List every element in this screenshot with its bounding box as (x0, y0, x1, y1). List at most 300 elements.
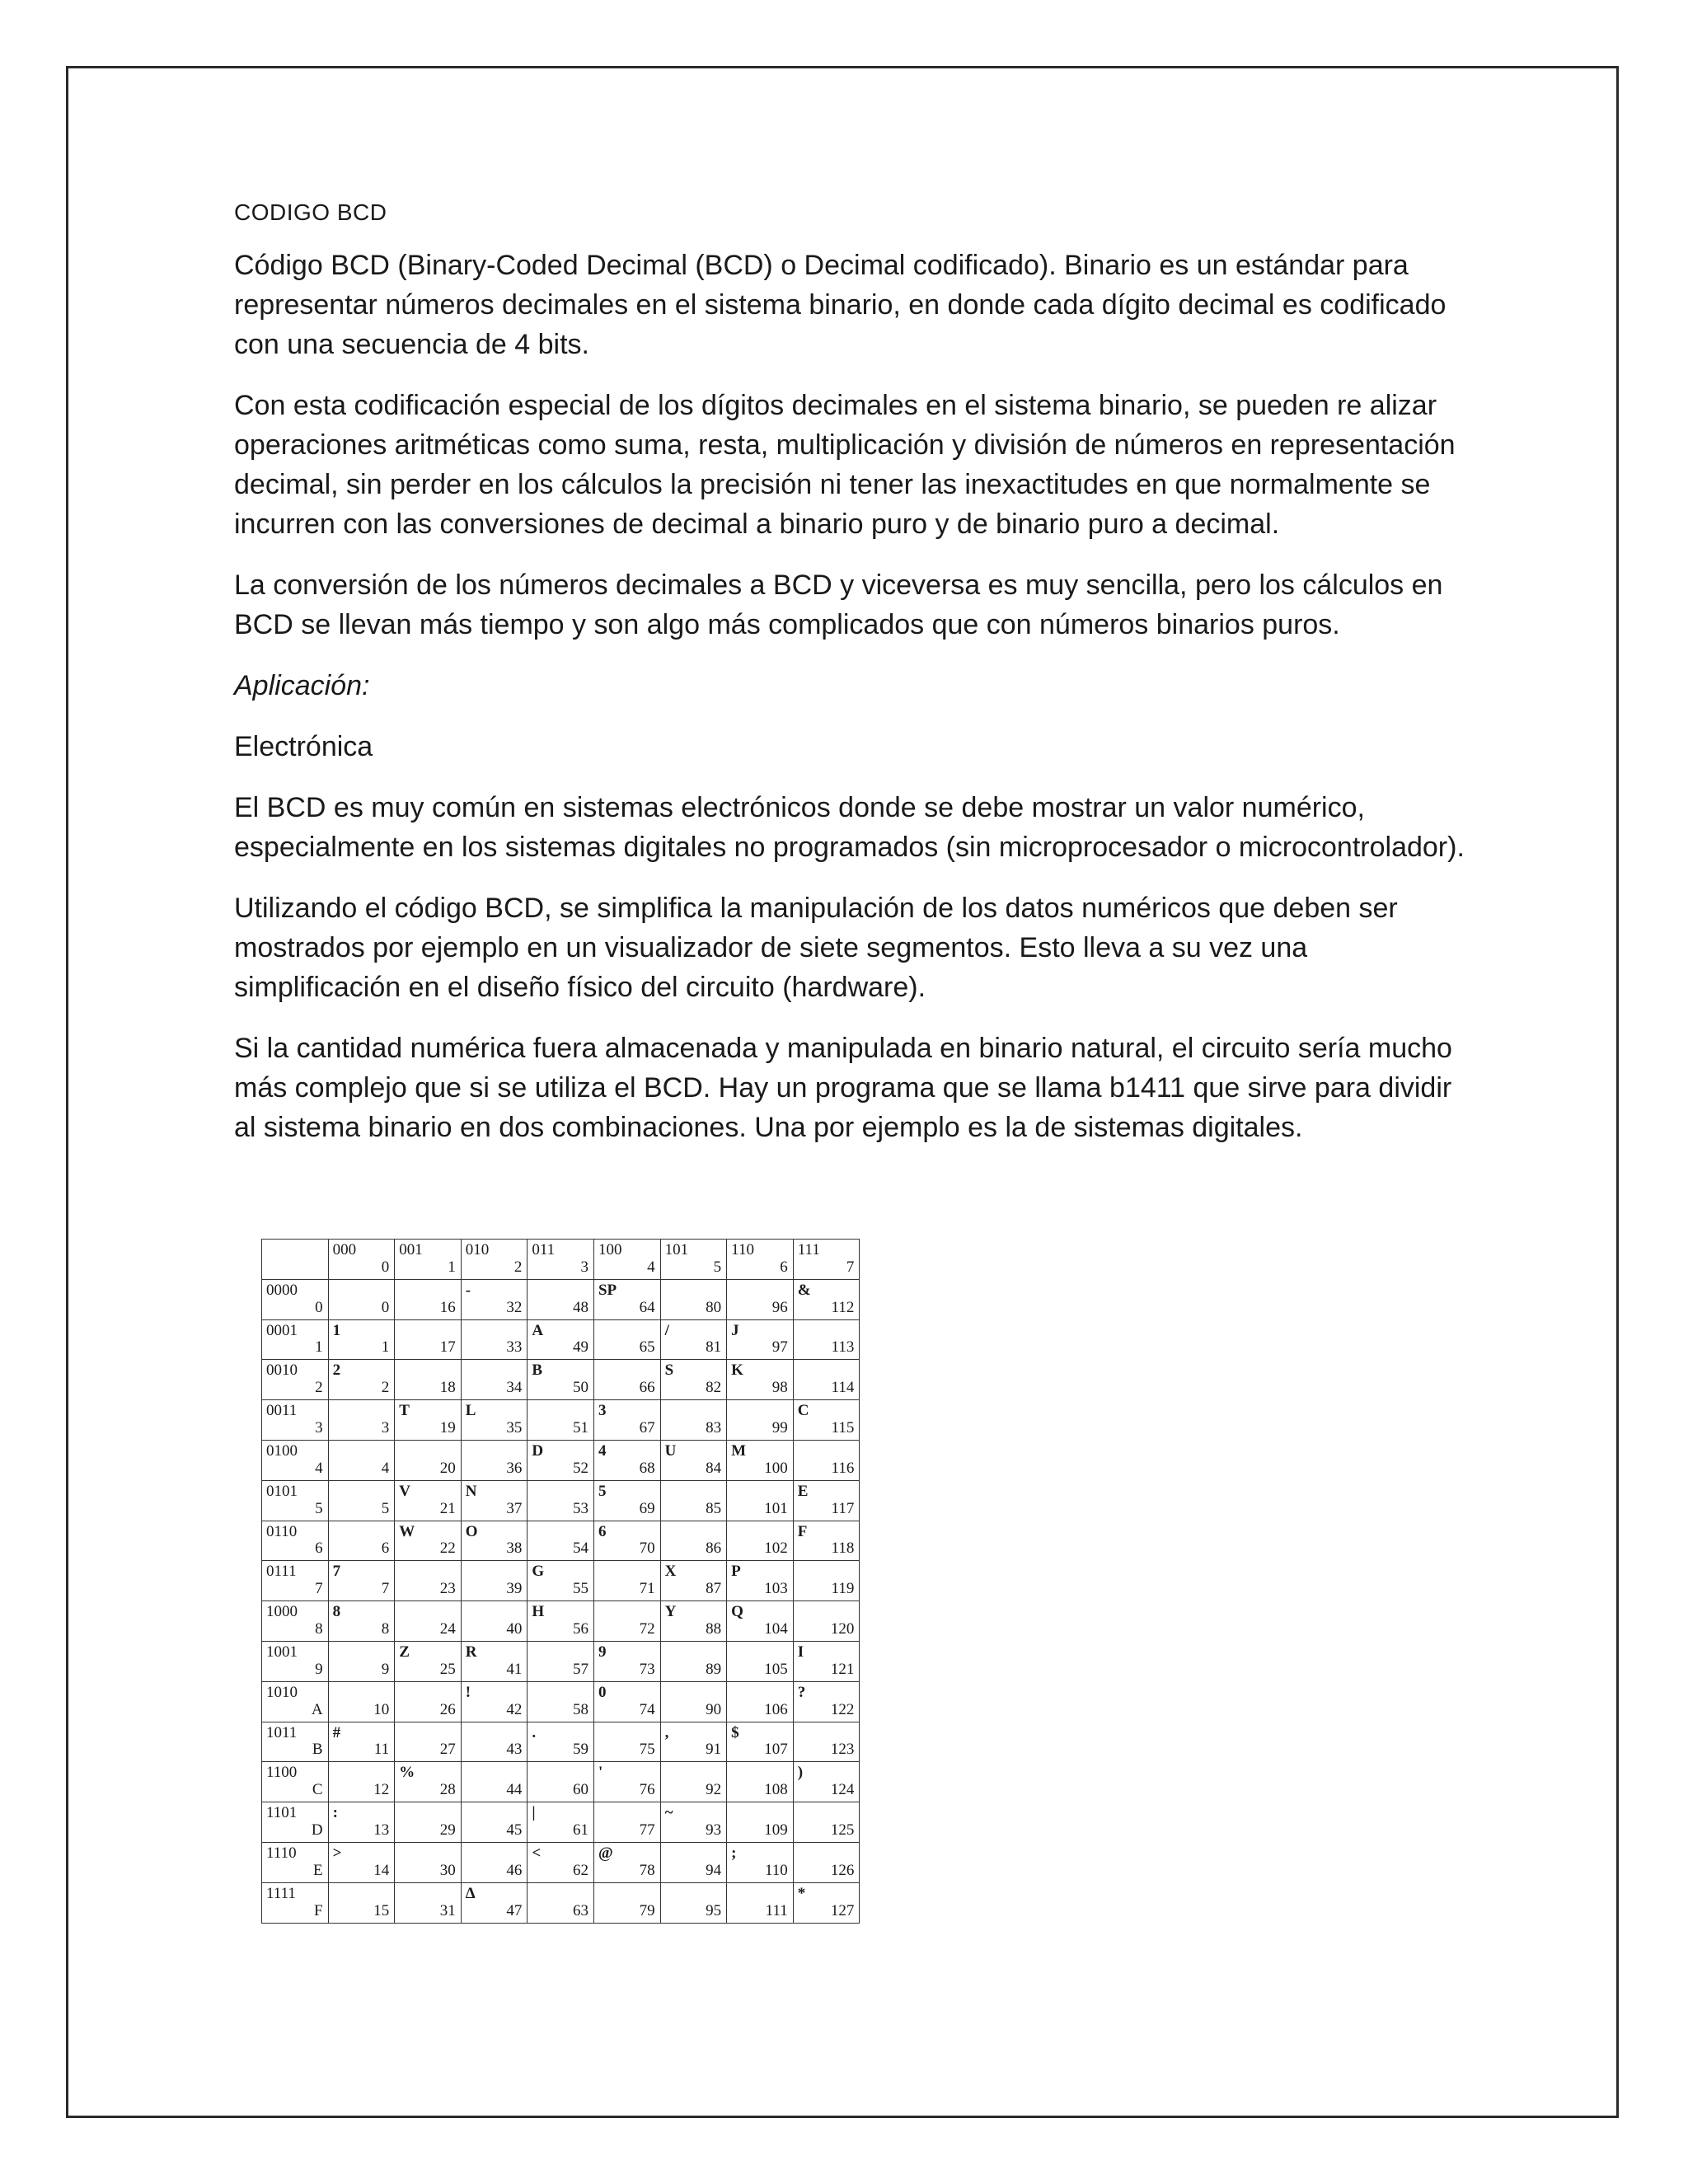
paragraph-definition: Código BCD (Binary-Coded Decimal (BCD) o Decimal codificado). Binario es un estándar para representar números decimales en el sistema binario, en donde cada dígito decimal es codificado con una secuencia de 4 bits. (234, 250, 1447, 360)
column-header-number: 6 (780, 1258, 788, 1276)
cell-character: H (532, 1603, 545, 1621)
document-title: CODIGO BCD (234, 199, 387, 225)
cell-character: F (797, 1522, 808, 1540)
cell-code-number: 42 (506, 1700, 523, 1718)
table-cell (727, 1601, 794, 1642)
column-header-cell (727, 1240, 794, 1280)
cell-code-number: 11 (373, 1741, 390, 1759)
bcd-code-table-wrapper (261, 1239, 860, 1924)
row-header-hex: 7 (315, 1580, 323, 1598)
cell-code-number: 17 (439, 1338, 456, 1357)
row-header-hex: F (314, 1901, 323, 1919)
column-header-cell (528, 1240, 594, 1280)
cell-code-number: 13 (373, 1821, 390, 1839)
cell-character: N (465, 1482, 477, 1500)
table-row (262, 1601, 860, 1642)
cell-character: 7 (332, 1563, 341, 1581)
column-header-binary: 000 (332, 1241, 357, 1258)
cell-code-number: 87 (706, 1580, 722, 1598)
cell-code-number: 1 (381, 1338, 390, 1357)
table-cell (793, 1561, 860, 1601)
cell-character: A (532, 1321, 544, 1339)
row-header-cell (262, 1762, 329, 1802)
cell-code-number: 71 (639, 1580, 655, 1598)
row-header-cell (262, 1521, 329, 1561)
cell-character: 5 (598, 1482, 607, 1500)
cell-code-number: 75 (639, 1741, 655, 1759)
cell-character: > (332, 1844, 342, 1862)
row-header-hex: E (312, 1861, 323, 1879)
cell-code-number: 18 (439, 1379, 456, 1397)
table-cell (660, 1521, 727, 1561)
row-header-cell (262, 1400, 329, 1441)
cell-code-number: 96 (771, 1298, 788, 1316)
cell-character: ! (465, 1683, 471, 1701)
cell-character: R (465, 1643, 477, 1661)
paragraph-conversion: La conversión de los números decimales a BCD y viceversa es muy sencilla, pero los cálculos en BCD se llevan más tiempo y son algo más complicados que con números binarios puros. (234, 569, 1443, 640)
table-cell (461, 1722, 528, 1762)
cell-code-number: 24 (439, 1619, 456, 1638)
cell-code-number: 3 (381, 1418, 390, 1436)
table-cell (328, 1400, 395, 1441)
row-header-cell (262, 1601, 329, 1642)
cell-code-number: 111 (765, 1901, 788, 1919)
table-cell (461, 1279, 528, 1319)
cell-code-number: 45 (506, 1821, 523, 1839)
cell-character: J (731, 1321, 739, 1339)
row-header-binary: 1000 (266, 1603, 298, 1621)
table-cell (395, 1521, 462, 1561)
table-cell (793, 1762, 860, 1802)
cell-code-number: 2 (381, 1379, 390, 1397)
cell-character: ? (797, 1683, 806, 1701)
cell-code-number: 103 (764, 1580, 788, 1598)
cell-code-number: 80 (706, 1298, 722, 1316)
table-cell (328, 1722, 395, 1762)
table-cell (528, 1319, 594, 1360)
table-cell (328, 1762, 395, 1802)
table-cell (660, 1480, 727, 1521)
cell-code-number: 78 (639, 1861, 655, 1879)
table-cell (461, 1440, 528, 1480)
table-row (262, 1440, 860, 1480)
cell-character: ~ (664, 1804, 673, 1822)
cell-code-number: 73 (639, 1660, 655, 1678)
table-cell (528, 1561, 594, 1601)
table-cell (793, 1440, 860, 1480)
table-cell (328, 1601, 395, 1642)
table-cell (328, 1882, 395, 1923)
row-header-hex: B (312, 1741, 323, 1759)
bcd-code-table (261, 1239, 860, 1924)
cell-character: 2 (332, 1361, 341, 1380)
cell-character: C (797, 1402, 809, 1420)
table-cell (660, 1400, 727, 1441)
column-header-binary: 010 (465, 1241, 490, 1258)
cell-code-number: 43 (506, 1741, 523, 1759)
row-header-hex: D (311, 1821, 323, 1839)
table-cell (660, 1762, 727, 1802)
cell-character: E (797, 1482, 809, 1500)
table-cell (660, 1842, 727, 1882)
row-header-cell (262, 1561, 329, 1601)
cell-character: - (465, 1281, 471, 1299)
cell-character: W (399, 1522, 415, 1540)
row-header-binary: 0101 (266, 1482, 298, 1500)
table-row (262, 1561, 860, 1601)
table-cell (395, 1561, 462, 1601)
cell-character: V (399, 1482, 410, 1500)
cell-code-number: 52 (572, 1459, 588, 1477)
cell-code-number: 74 (639, 1700, 655, 1718)
cell-code-number: 61 (572, 1821, 588, 1839)
table-row (262, 1762, 860, 1802)
cell-code-number: 119 (831, 1580, 855, 1598)
cell-code-number: 16 (439, 1298, 456, 1316)
row-header-binary: 1011 (266, 1723, 298, 1741)
row-header-binary: 0010 (266, 1361, 298, 1380)
cell-code-number: 7 (381, 1580, 390, 1598)
cell-code-number: 125 (830, 1821, 855, 1839)
table-cell (461, 1882, 528, 1923)
cell-code-number: 83 (706, 1418, 722, 1436)
cell-code-number: 64 (639, 1298, 655, 1316)
table-cell (660, 1561, 727, 1601)
table-cell (461, 1319, 528, 1360)
cell-code-number: 127 (830, 1901, 855, 1919)
cell-character: < (532, 1844, 542, 1862)
column-header-number: 2 (513, 1258, 523, 1276)
cell-code-number: 94 (706, 1861, 722, 1879)
table-cell (395, 1601, 462, 1642)
table-cell (528, 1842, 594, 1882)
cell-code-number: 30 (439, 1861, 456, 1879)
table-row (262, 1319, 860, 1360)
table-cell (528, 1802, 594, 1843)
paragraph-electronic-systems: El BCD es muy común en sistemas electrónicos donde se debe mostrar un valor numérico, especialmente en los sistemas digitales no programados (sin microprocesador o microcontrolador). (234, 792, 1465, 863)
cell-character: 4 (598, 1441, 607, 1460)
table-cell (727, 1722, 794, 1762)
table-row (262, 1641, 860, 1681)
cell-code-number: 114 (831, 1379, 855, 1397)
table-cell (328, 1279, 395, 1319)
cell-character: 0 (598, 1683, 607, 1701)
table-cell (328, 1561, 395, 1601)
table-cell (395, 1762, 462, 1802)
table-row (262, 1279, 860, 1319)
row-header-hex: 0 (315, 1298, 323, 1316)
cell-code-number: 113 (831, 1338, 855, 1357)
cell-code-number: 38 (506, 1540, 523, 1558)
cell-character: B (532, 1361, 543, 1380)
cell-code-number: 19 (439, 1418, 456, 1436)
table-cell (727, 1561, 794, 1601)
cell-code-number: 84 (706, 1459, 722, 1477)
cell-code-number: 92 (706, 1781, 722, 1799)
table-cell (660, 1641, 727, 1681)
table-row (262, 1722, 860, 1762)
cell-character: K (731, 1361, 743, 1380)
table-cell (593, 1762, 660, 1802)
table-cell (593, 1842, 660, 1882)
table-row (262, 1842, 860, 1882)
cell-code-number: 5 (381, 1499, 390, 1517)
cell-code-number: 21 (439, 1499, 456, 1517)
cell-character: * (797, 1884, 806, 1902)
cell-character: / (664, 1321, 669, 1339)
table-cell (461, 1762, 528, 1802)
row-header-binary: 1101 (266, 1804, 298, 1822)
cell-code-number: 9 (381, 1660, 390, 1678)
cell-character: L (465, 1402, 476, 1420)
table-cell (461, 1400, 528, 1441)
table-cell (727, 1480, 794, 1521)
column-header-number: 0 (381, 1258, 390, 1276)
row-header-cell (262, 1681, 329, 1722)
cell-code-number: 99 (771, 1418, 788, 1436)
table-cell (793, 1882, 860, 1923)
table-cell (660, 1681, 727, 1722)
table-cell (727, 1641, 794, 1681)
table-cell (395, 1319, 462, 1360)
table-cell (328, 1480, 395, 1521)
cell-character: . (532, 1723, 537, 1741)
column-header-cell (793, 1240, 860, 1280)
table-cell (395, 1802, 462, 1843)
cell-code-number: 8 (381, 1619, 390, 1638)
cell-code-number: 123 (830, 1741, 855, 1759)
table-cell (528, 1681, 594, 1722)
cell-character: X (664, 1563, 677, 1581)
table-row (262, 1360, 860, 1400)
table-cell (593, 1279, 660, 1319)
table-cell (461, 1842, 528, 1882)
table-cell (727, 1360, 794, 1400)
cell-character: M (731, 1441, 747, 1460)
cell-code-number: 101 (764, 1499, 788, 1517)
document-body (234, 196, 1470, 1169)
column-header-number: 3 (580, 1258, 588, 1276)
cell-code-number: 12 (373, 1781, 390, 1799)
table-cell (461, 1561, 528, 1601)
cell-character: ' (598, 1764, 603, 1782)
table-cell (793, 1681, 860, 1722)
table-cell (461, 1601, 528, 1642)
cell-character: 6 (598, 1522, 607, 1540)
cell-code-number: 26 (439, 1700, 456, 1718)
cell-code-number: 82 (706, 1379, 722, 1397)
table-cell (727, 1882, 794, 1923)
cell-character: Z (399, 1643, 410, 1661)
column-header-cell (660, 1240, 727, 1280)
cell-code-number: 31 (439, 1901, 456, 1919)
cell-code-number: 55 (572, 1580, 588, 1598)
cell-character: O (465, 1522, 478, 1540)
cell-code-number: 102 (764, 1540, 788, 1558)
cell-code-number: 23 (439, 1580, 456, 1598)
row-header-hex: 5 (315, 1499, 323, 1517)
table-cell (461, 1641, 528, 1681)
table-cell (793, 1521, 860, 1561)
table-cell (660, 1319, 727, 1360)
cell-code-number: 70 (639, 1540, 655, 1558)
cell-code-number: 20 (439, 1459, 456, 1477)
table-cell (727, 1400, 794, 1441)
cell-code-number: 58 (572, 1700, 588, 1718)
table-cell (793, 1722, 860, 1762)
table-cell (528, 1279, 594, 1319)
table-cell (328, 1842, 395, 1882)
row-header-binary: 0100 (266, 1441, 298, 1460)
table-cell (528, 1521, 594, 1561)
table-cell (461, 1802, 528, 1843)
cell-code-number: 124 (830, 1781, 855, 1799)
table-cell (593, 1400, 660, 1441)
table-cell (328, 1319, 395, 1360)
cell-code-number: 0 (381, 1298, 390, 1316)
table-row (262, 1400, 860, 1441)
table-cell (528, 1440, 594, 1480)
column-header-binary: 001 (399, 1241, 423, 1258)
row-header-hex: 4 (315, 1459, 323, 1477)
cell-code-number: 67 (639, 1418, 655, 1436)
table-cell (593, 1722, 660, 1762)
table-cell (395, 1400, 462, 1441)
cell-code-number: 109 (764, 1821, 788, 1839)
cell-code-number: 39 (506, 1580, 523, 1598)
row-header-cell (262, 1319, 329, 1360)
table-cell (395, 1440, 462, 1480)
cell-code-number: 100 (764, 1459, 788, 1477)
cell-code-number: 121 (830, 1660, 855, 1678)
row-header-cell (262, 1480, 329, 1521)
cell-code-number: 63 (572, 1901, 588, 1919)
table-cell (727, 1279, 794, 1319)
row-header-cell (262, 1802, 329, 1843)
cell-code-number: 122 (830, 1700, 855, 1718)
table-cell (328, 1440, 395, 1480)
cell-code-number: 110 (764, 1861, 788, 1879)
cell-code-number: 72 (639, 1619, 655, 1638)
cell-code-number: 62 (572, 1861, 588, 1879)
cell-character: | (532, 1804, 536, 1822)
column-header-number: 4 (647, 1258, 655, 1276)
table-cell (727, 1681, 794, 1722)
cell-code-number: 33 (506, 1338, 523, 1357)
table-cell (793, 1319, 860, 1360)
column-header-number: 7 (846, 1258, 855, 1276)
table-cell (395, 1882, 462, 1923)
cell-character: 9 (598, 1643, 607, 1661)
table-cell (793, 1279, 860, 1319)
column-header-cell (395, 1240, 462, 1280)
cell-code-number: 79 (639, 1901, 655, 1919)
table-cell (727, 1319, 794, 1360)
table-cell (461, 1480, 528, 1521)
table-cell (660, 1722, 727, 1762)
cell-code-number: 85 (706, 1499, 722, 1517)
cell-code-number: 68 (639, 1459, 655, 1477)
cell-character: Q (731, 1603, 743, 1621)
cell-code-number: 91 (706, 1741, 722, 1759)
table-cell (395, 1722, 462, 1762)
cell-character: Y (664, 1603, 677, 1621)
row-header-cell (262, 1440, 329, 1480)
table-corner-cell (262, 1240, 329, 1280)
table-cell (528, 1360, 594, 1400)
table-cell (727, 1802, 794, 1843)
table-cell (793, 1601, 860, 1642)
table-cell (660, 1440, 727, 1480)
row-header-cell (262, 1722, 329, 1762)
row-header-cell (262, 1279, 329, 1319)
table-cell (793, 1802, 860, 1843)
cell-character: , (664, 1723, 669, 1741)
cell-code-number: 69 (639, 1499, 655, 1517)
cell-code-number: 35 (506, 1418, 523, 1436)
paragraph-operations: Con esta codificación especial de los dígitos decimales en el sistema binario, se pueden re alizar operaciones aritméticas como suma, resta, multiplicación y división de números en representación decimal, sin perder en los cálculos la precisión ni tener las inexactitudes en que normalmente se incurren con las conversiones de decimal a binario puro y de binario puro a decimal. (234, 390, 1456, 540)
cell-character: @ (598, 1844, 613, 1862)
cell-code-number: 51 (572, 1418, 588, 1436)
column-header-binary: 110 (731, 1241, 754, 1258)
row-header-hex: 9 (315, 1660, 323, 1678)
row-header-binary: 0011 (266, 1402, 298, 1420)
cell-code-number: 118 (831, 1540, 855, 1558)
cell-code-number: 120 (830, 1619, 855, 1638)
cell-code-number: 93 (706, 1821, 722, 1839)
paragraph-b1411: Si la cantidad numérica fuera almacenada y manipulada en binario natural, el circuito sería mucho más complejo que si se utiliza el BCD. Hay un programa que se llama b1411 que sirve para dividir al sistema binario en dos combinaciones. Una por ejemplo es la de sistemas digitales. (234, 1033, 1452, 1143)
column-header-binary: 100 (598, 1241, 622, 1258)
cell-code-number: 89 (706, 1660, 722, 1678)
cell-code-number: 116 (831, 1459, 855, 1477)
cell-code-number: 46 (506, 1861, 523, 1879)
cell-code-number: 95 (706, 1901, 722, 1919)
table-cell (328, 1641, 395, 1681)
cell-code-number: 49 (572, 1338, 588, 1357)
row-header-binary: 1001 (266, 1643, 298, 1661)
cell-code-number: 28 (439, 1781, 456, 1799)
cell-code-number: 40 (506, 1619, 523, 1638)
table-cell (593, 1802, 660, 1843)
cell-code-number: 106 (764, 1700, 788, 1718)
cell-code-number: 105 (764, 1660, 788, 1678)
cell-character: I (797, 1643, 804, 1661)
cell-code-number: 37 (506, 1499, 523, 1517)
table-cell (727, 1521, 794, 1561)
column-header-number: 5 (713, 1258, 722, 1276)
row-header-hex: 6 (315, 1540, 323, 1558)
table-cell (328, 1360, 395, 1400)
table-cell (395, 1842, 462, 1882)
table-cell (528, 1400, 594, 1441)
cell-character: S (664, 1361, 674, 1380)
cell-code-number: 108 (764, 1781, 788, 1799)
column-header-binary: 101 (664, 1241, 689, 1258)
cell-character: 8 (332, 1603, 341, 1621)
row-header-binary: 0000 (266, 1281, 298, 1299)
table-row (262, 1480, 860, 1521)
row-header-binary: 1100 (266, 1764, 298, 1782)
cell-code-number: 90 (706, 1700, 722, 1718)
cell-code-number: 117 (831, 1499, 855, 1517)
cell-code-number: 48 (572, 1298, 588, 1316)
cell-code-number: 34 (506, 1379, 523, 1397)
cell-character: ; (731, 1844, 737, 1862)
cell-character: G (532, 1563, 545, 1581)
table-cell (593, 1641, 660, 1681)
column-header-number: 1 (448, 1258, 456, 1276)
table-cell (593, 1521, 660, 1561)
